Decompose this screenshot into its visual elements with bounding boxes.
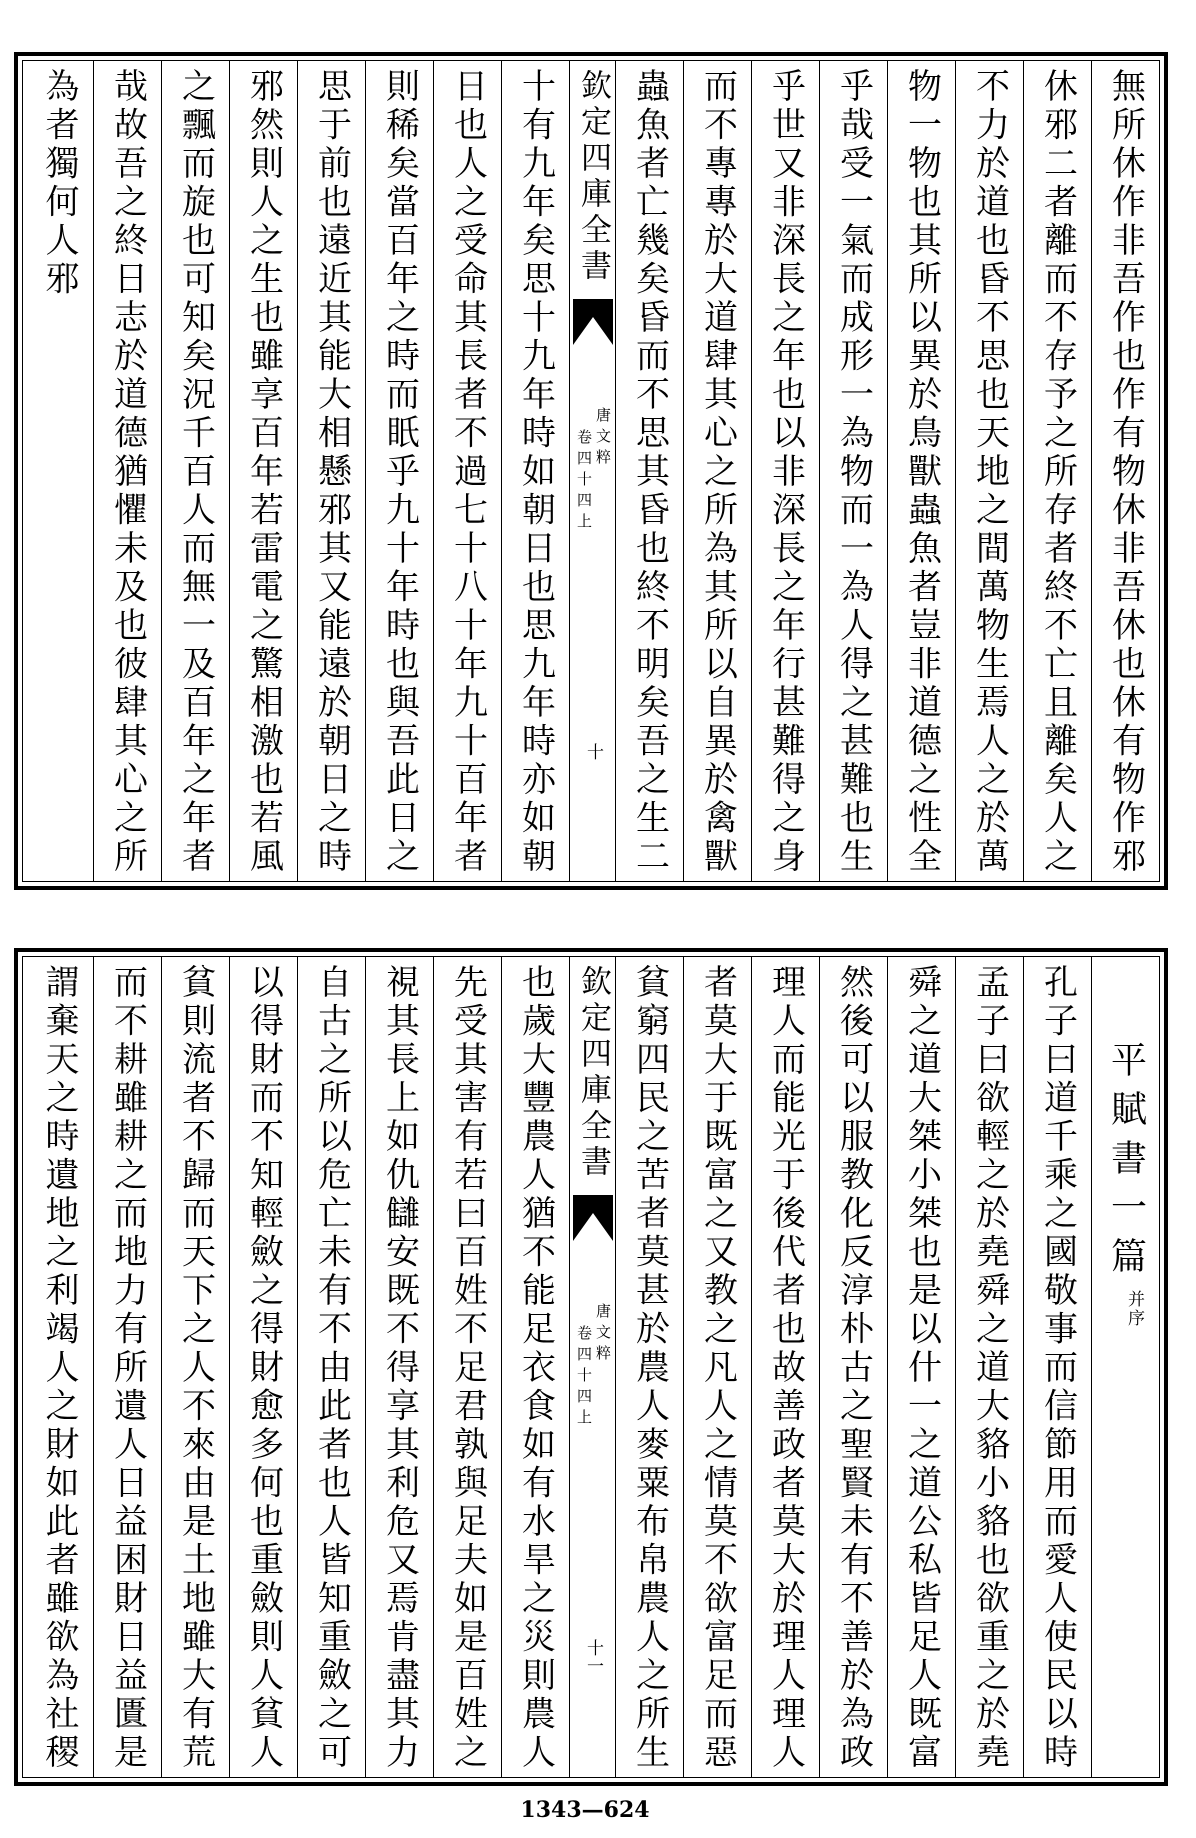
text-column bbox=[751, 957, 819, 1777]
text-column bbox=[1091, 61, 1159, 881]
book-title: 欽定四庫全書 bbox=[575, 965, 611, 1181]
fishtail-ornament-icon bbox=[571, 299, 615, 345]
column-text: 舜之道大桀小桀也是以什一之道公私皆足人既富 bbox=[901, 964, 942, 1773]
collection-name: 唐文粹 bbox=[594, 1303, 612, 1366]
column-text: 謂棄天之時遺地之利竭人之財如此者雖欲為社稷 bbox=[39, 964, 79, 1773]
column-text: 十有九年矣思十九年時如朝日也思九年時亦如朝 bbox=[515, 68, 556, 877]
column-text: 孔子曰道千乘之國敬事而信節用而愛人使民以時 bbox=[1037, 964, 1078, 1773]
column-text: 而不專專於大道肆其心之所為其所以自異於禽獸 bbox=[697, 68, 738, 877]
column-text: 理人而能光于後代者也故善政者莫大於理人理人 bbox=[765, 964, 806, 1773]
column-text: 休邪二者離而不存予之所存者終不亡且離矣人之 bbox=[1037, 68, 1078, 877]
column-text: 者莫大于既富之又教之凡人之情莫不欲富足而惡 bbox=[697, 964, 738, 1773]
volume-number: 卷四十四上 bbox=[575, 429, 593, 534]
center-fold-column bbox=[569, 61, 615, 881]
text-column bbox=[25, 957, 93, 1777]
text-column bbox=[501, 957, 569, 1777]
column-text: 視其長上如仇讎安既不得享其利危又焉肯盡其力 bbox=[379, 964, 420, 1773]
book-title: 欽定四庫全書 bbox=[575, 69, 611, 285]
column-text: 哉故吾之終日志於道德猶懼未及也彼肆其心之所 bbox=[107, 68, 148, 877]
page-code: 1343—624 bbox=[520, 1797, 650, 1823]
text-column bbox=[161, 957, 229, 1777]
text-column bbox=[93, 957, 161, 1777]
column-text: 自古之所以危亡未有不由此者也人皆知重斂之可 bbox=[311, 964, 352, 1773]
text-column bbox=[1023, 957, 1091, 1777]
column-text: 日也人之受命其長者不過七十八十年九十百年者 bbox=[447, 68, 488, 877]
column-text: 然後可以服教化反淳朴古之聖賢未有不善於為政 bbox=[833, 964, 874, 1773]
text-column bbox=[955, 61, 1023, 881]
leaf-panel-top bbox=[14, 52, 1168, 890]
column-text: 之飄而旋也可知矣況千百人而無一及百年之年者 bbox=[175, 68, 216, 877]
text-column bbox=[683, 61, 751, 881]
leaf-panel-bottom bbox=[14, 948, 1168, 1786]
column-text: 貧窮四民之苦者莫甚於農人麥粟布帛農人之所生 bbox=[629, 964, 670, 1773]
column-text: 不力於道也昏不思也天地之間萬物生焉人之於萬 bbox=[969, 68, 1010, 877]
title-note: 并序 bbox=[1124, 1290, 1144, 1328]
text-column bbox=[819, 957, 887, 1777]
column-text: 孟子曰欲輕之於堯舜之道大貉小貉也欲重之於堯 bbox=[969, 964, 1010, 1773]
text-column bbox=[887, 61, 955, 881]
text-column bbox=[615, 61, 683, 881]
column-text: 貧則流者不歸而天下之人不來由是土地雖大有荒 bbox=[175, 964, 216, 1773]
text-column bbox=[365, 61, 433, 881]
text-column bbox=[819, 61, 887, 881]
text-column bbox=[955, 957, 1023, 1777]
text-column bbox=[433, 61, 501, 881]
text-column bbox=[751, 61, 819, 881]
column-text: 乎哉受一氣而成形一為物而一為人得之甚難也生 bbox=[833, 68, 874, 877]
text-column bbox=[161, 61, 229, 881]
text-column bbox=[1023, 61, 1091, 881]
column-text: 無所休作非吾作也作有物休非吾休也休有物作邪 bbox=[1105, 68, 1146, 877]
column-text: 思于前也遠近其能大相懸邪其又能遠於朝日之時 bbox=[311, 68, 352, 877]
leaf-number: 十一 bbox=[583, 1639, 603, 1675]
text-column bbox=[297, 61, 365, 881]
collection-name: 唐文粹 bbox=[594, 407, 612, 470]
essay-title: 平賦書一篇 bbox=[1105, 1041, 1147, 1286]
volume-number: 卷四十四上 bbox=[575, 1325, 593, 1430]
text-column bbox=[501, 61, 569, 881]
column-text: 先受其害有若曰百姓不足君孰與足夫如是百姓之 bbox=[447, 964, 488, 1773]
column-text: 物一物也其所以異於鳥獸蟲魚者豈非道德之性全 bbox=[901, 68, 942, 877]
title-column bbox=[1091, 957, 1159, 1777]
column-text: 邪然則人之生也雖享百年若雷電之驚相激也若風 bbox=[243, 68, 284, 877]
text-column bbox=[887, 957, 955, 1777]
text-column bbox=[433, 957, 501, 1777]
column-text: 而不耕雖耕之而地力有所遺人日益困財日益匱是 bbox=[107, 964, 148, 1773]
text-column bbox=[229, 957, 297, 1777]
column-text: 以得財而不知輕斂之得財愈多何也重斂則人貧人 bbox=[243, 964, 284, 1773]
column-text: 蟲魚者亡幾矣昏而不思其昏也終不明矣吾之生二 bbox=[629, 68, 670, 877]
text-column bbox=[93, 61, 161, 881]
column-text: 為者獨何人邪 bbox=[39, 68, 79, 299]
text-column bbox=[683, 957, 751, 1777]
text-column bbox=[365, 957, 433, 1777]
leaf-number: 十 bbox=[583, 743, 603, 761]
column-text: 則稀矣當百年之時而眂乎九十年時也與吾此日之 bbox=[379, 68, 420, 877]
fishtail-ornament-icon bbox=[571, 1195, 615, 1241]
leaf-frame bbox=[22, 956, 1160, 1778]
column-text: 也歲大豐農人猶不能足衣食如有水旱之災則農人 bbox=[515, 964, 556, 1773]
center-fold-column bbox=[569, 957, 615, 1777]
column-text: 乎世又非深長之年也以非深長之年行甚難得之身 bbox=[765, 68, 806, 877]
text-column bbox=[297, 957, 365, 1777]
text-column bbox=[25, 61, 93, 881]
text-column bbox=[229, 61, 297, 881]
leaf-frame bbox=[22, 60, 1160, 882]
text-column bbox=[615, 957, 683, 1777]
